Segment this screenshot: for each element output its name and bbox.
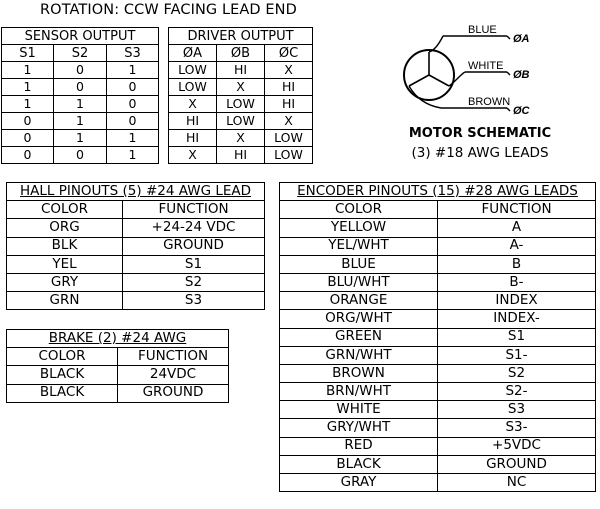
- encoder-function-cell: A-: [438, 237, 596, 255]
- phase-c-label: ØC: [513, 105, 530, 117]
- sensor-output-table: [1, 27, 159, 164]
- sensor-cell: 0: [2, 130, 54, 147]
- driver-cell: X: [265, 113, 313, 130]
- driver-cell: HI: [169, 113, 217, 130]
- brake-table: [6, 329, 229, 403]
- encoder-function-cell: B: [438, 255, 596, 273]
- table-row: [280, 455, 596, 473]
- encoder-function-cell: GROUND: [438, 455, 596, 473]
- encoder-color-cell: ORANGE: [280, 292, 438, 310]
- phase-b-label: ØB: [513, 69, 530, 81]
- wire-b-color-label: WHITE: [468, 60, 504, 72]
- driver-column-header: ØA: [169, 45, 217, 62]
- driver-cell: X: [217, 79, 265, 96]
- table-row: [7, 273, 265, 291]
- brake-title: BRAKE (2) #24 AWG: [7, 330, 229, 348]
- encoder-color-cell: GRY/WHT: [280, 419, 438, 437]
- sensor-output-title: SENSOR OUTPUT: [2, 28, 159, 45]
- encoder-function-cell: B-: [438, 273, 596, 291]
- table-row: [2, 79, 159, 96]
- hall-function-cell: S2: [123, 273, 265, 291]
- encoder-color-cell: RED: [280, 437, 438, 455]
- table-row: [7, 366, 229, 384]
- table-row: [169, 147, 313, 164]
- driver-cell: LOW: [265, 130, 313, 147]
- rotation-title: ROTATION: CCW FACING LEAD END: [40, 2, 297, 18]
- motor-schematic-diagram: [395, 20, 595, 122]
- table-row: [7, 237, 265, 255]
- table-row: [7, 384, 229, 402]
- sensor-cell: 0: [54, 62, 107, 79]
- table-row: [280, 364, 596, 382]
- table-row: [7, 292, 265, 310]
- table-row: [2, 147, 159, 164]
- encoder-color-cell: BLACK: [280, 455, 438, 473]
- driver-cell: X: [169, 96, 217, 113]
- phase-a-label: ØA: [513, 33, 530, 45]
- encoder-color-cell: BLU/WHT: [280, 273, 438, 291]
- sensor-cell: 0: [107, 96, 159, 113]
- table-row: [7, 219, 265, 237]
- table-row: [169, 62, 313, 79]
- brake-function-cell: GROUND: [118, 384, 229, 402]
- hall-color-cell: BLK: [7, 237, 123, 255]
- encoder-function-cell: INDEX: [438, 292, 596, 310]
- table-row: [280, 273, 596, 291]
- sensor-cell: 1: [2, 79, 54, 96]
- encoder-pinouts-title: ENCODER PINOUTS (15) #28 AWG LEADS: [280, 183, 596, 201]
- encoder-color-cell: BRN/WHT: [280, 383, 438, 401]
- encoder-function-cell: NC: [438, 474, 596, 492]
- table-row: [280, 346, 596, 364]
- table-row: [169, 113, 313, 130]
- sensor-cell: 1: [107, 62, 159, 79]
- driver-cell: LOW: [265, 147, 313, 164]
- encoder-color-cell: WHITE: [280, 401, 438, 419]
- sensor-cell: 1: [2, 96, 54, 113]
- driver-cell: HI: [217, 62, 265, 79]
- hall-function-cell: S1: [123, 255, 265, 273]
- hall-pinouts-table: [6, 182, 265, 310]
- table-row: [280, 401, 596, 419]
- encoder-function-cell: A: [438, 219, 596, 237]
- sensor-cell: 1: [107, 147, 159, 164]
- hall-color-cell: GRN: [7, 292, 123, 310]
- encoder-function-cell: +5VDC: [438, 437, 596, 455]
- brake-column-header: FUNCTION: [118, 348, 229, 366]
- table-row: [280, 237, 596, 255]
- sensor-column-header: S1: [2, 45, 54, 62]
- table-row: [169, 130, 313, 147]
- encoder-color-cell: BROWN: [280, 364, 438, 382]
- driver-cell: X: [265, 62, 313, 79]
- table-row: [280, 292, 596, 310]
- sensor-column-header: S2: [54, 45, 107, 62]
- driver-cell: HI: [265, 79, 313, 96]
- wire-a-color-label: BLUE: [468, 24, 497, 36]
- encoder-color-cell: YELLOW: [280, 219, 438, 237]
- hall-pinouts-title: HALL PINOUTS (5) #24 AWG LEAD: [7, 183, 265, 201]
- encoder-column-header: FUNCTION: [438, 201, 596, 219]
- brake-color-cell: BLACK: [7, 384, 118, 402]
- wire-c-color-label: BROWN: [468, 96, 511, 108]
- driver-column-header: ØC: [265, 45, 313, 62]
- sensor-cell: 1: [54, 130, 107, 147]
- encoder-function-cell: S3-: [438, 419, 596, 437]
- motor-schematic-title: MOTOR SCHEMATIC: [408, 126, 552, 141]
- wire-b-end: [507, 72, 510, 75]
- sensor-cell: 1: [54, 113, 107, 130]
- driver-output-table: [168, 27, 313, 164]
- encoder-function-cell: S3: [438, 401, 596, 419]
- table-row: [7, 255, 265, 273]
- encoder-color-cell: GRN/WHT: [280, 346, 438, 364]
- driver-cell: HI: [265, 96, 313, 113]
- sensor-cell: 0: [2, 147, 54, 164]
- brake-function-cell: 24VDC: [118, 366, 229, 384]
- table-row: [280, 419, 596, 437]
- hall-function-cell: GROUND: [123, 237, 265, 255]
- wire-c-end: [507, 108, 510, 111]
- encoder-column-header: COLOR: [280, 201, 438, 219]
- hall-column-header: COLOR: [7, 201, 123, 219]
- table-row: [280, 310, 596, 328]
- sensor-cell: 1: [107, 130, 159, 147]
- driver-column-header: ØB: [217, 45, 265, 62]
- table-row: [169, 79, 313, 96]
- encoder-color-cell: GREEN: [280, 328, 438, 346]
- encoder-function-cell: S2-: [438, 383, 596, 401]
- driver-output-title: DRIVER OUTPUT: [169, 28, 313, 45]
- table-row: [280, 328, 596, 346]
- hall-function-cell: +24-24 VDC: [123, 219, 265, 237]
- table-row: [2, 130, 159, 147]
- encoder-color-cell: BLUE: [280, 255, 438, 273]
- table-row: [280, 474, 596, 492]
- driver-cell: HI: [217, 147, 265, 164]
- table-row: [280, 219, 596, 237]
- table-row: [169, 96, 313, 113]
- encoder-color-cell: GRAY: [280, 474, 438, 492]
- encoder-color-cell: YEL/WHT: [280, 237, 438, 255]
- table-row: [280, 383, 596, 401]
- driver-cell: LOW: [169, 62, 217, 79]
- hall-color-cell: ORG: [7, 219, 123, 237]
- brake-column-header: COLOR: [7, 348, 118, 366]
- driver-cell: HI: [169, 130, 217, 147]
- hall-color-cell: YEL: [7, 255, 123, 273]
- sensor-column-header: S3: [107, 45, 159, 62]
- driver-cell: LOW: [217, 96, 265, 113]
- table-row: [2, 113, 159, 130]
- sensor-cell: 1: [2, 62, 54, 79]
- encoder-function-cell: S2: [438, 364, 596, 382]
- table-row: [280, 437, 596, 455]
- sensor-cell: 0: [54, 79, 107, 96]
- sensor-cell: 0: [107, 113, 159, 130]
- driver-cell: LOW: [169, 79, 217, 96]
- encoder-function-cell: INDEX-: [438, 310, 596, 328]
- sensor-cell: 1: [54, 96, 107, 113]
- hall-color-cell: GRY: [7, 273, 123, 291]
- sensor-cell: 0: [2, 113, 54, 130]
- motor-circle-icon: [404, 36, 465, 108]
- encoder-function-cell: S1: [438, 328, 596, 346]
- motor-schematic-leads: (3) #18 AWG LEADS: [411, 145, 549, 161]
- hall-function-cell: S3: [123, 292, 265, 310]
- driver-cell: LOW: [217, 113, 265, 130]
- table-row: [2, 62, 159, 79]
- encoder-color-cell: ORG/WHT: [280, 310, 438, 328]
- encoder-function-cell: S1-: [438, 346, 596, 364]
- table-row: [2, 96, 159, 113]
- table-row: [280, 255, 596, 273]
- driver-cell: X: [169, 147, 217, 164]
- sensor-cell: 0: [54, 147, 107, 164]
- hall-column-header: FUNCTION: [123, 201, 265, 219]
- brake-color-cell: BLACK: [7, 366, 118, 384]
- driver-cell: X: [217, 130, 265, 147]
- sensor-cell: 0: [107, 79, 159, 96]
- encoder-pinouts-table: [279, 182, 596, 492]
- wire-a-end: [507, 36, 510, 39]
